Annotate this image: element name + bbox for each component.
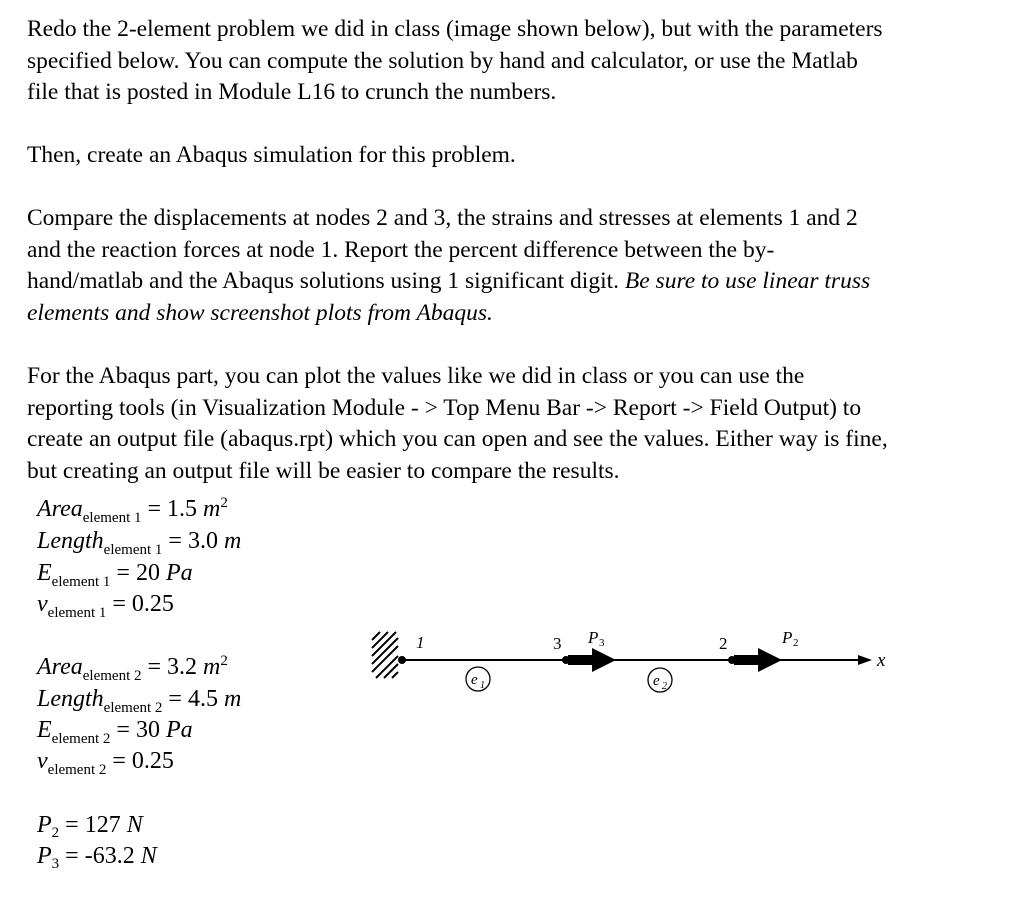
truss-diagram xyxy=(368,630,888,700)
text-line: but creating an output file will be easier to compare the results. xyxy=(27,457,620,484)
element-2-label xyxy=(648,668,672,692)
area-element-2: Area$_{element 2}$ = 3.2 $m^2$ xyxy=(37,653,228,684)
text-line: reporting tools (in Visualization Module - > Top Menu Bar -> Report -> Field Output) to xyxy=(27,394,862,421)
text-line: and the reaction forces at node 1. Report the percent difference between the by- xyxy=(27,236,775,263)
area-element-1: Area$_{element 1}$ = 1.5 $m^2$ xyxy=(37,495,228,526)
load-p3-arrow xyxy=(568,630,616,672)
text-emphasis-line: elements and show screenshot plots from Abaqus. xyxy=(27,299,493,326)
poisson-element-1: $v_{element 1} = 0.25$ xyxy=(37,591,174,621)
node-1-label: 1 xyxy=(416,633,425,652)
intro-paragraph xyxy=(27,14,883,109)
x-axis-label: x xyxy=(877,650,886,671)
text-line: file that is posted in Module L16 to crunch the numbers. xyxy=(27,79,557,105)
text-plain: hand/matlab and the Abaqus solutions using 1 significant digit. xyxy=(27,268,625,294)
compare-paragraph xyxy=(27,203,870,329)
load-p2: $P_2 = 127$ N xyxy=(37,812,143,841)
text-line xyxy=(27,266,870,298)
svg-text:3: 3 xyxy=(599,637,605,649)
poisson-element-2: $v_{element 2} = 0.25$ xyxy=(37,748,174,778)
svg-text:2: 2 xyxy=(662,681,667,692)
svg-text:P: P xyxy=(588,630,599,647)
svg-text:e: e xyxy=(653,673,660,689)
element-1-label xyxy=(466,667,490,691)
text-line: specified below. You can compute the solution by hand and calculator, or use the Matlab xyxy=(27,47,858,74)
reporting-paragraph xyxy=(27,361,888,487)
modulus-element-1: $E_{element 1} = 20$ Pa xyxy=(37,560,193,590)
load-p2-arrow xyxy=(734,630,799,672)
text-emphasis: Be sure to use linear truss xyxy=(624,268,871,294)
svg-text:2: 2 xyxy=(793,637,799,649)
text-line: create an output file (abaqus.rpt) which you can open and see the values. Either way is fine, xyxy=(27,426,888,452)
modulus-element-2: $E_{element 2} = 30$ Pa xyxy=(37,717,193,747)
text-line: Redo the 2-element problem we did in class (image shown below), but with the parameters xyxy=(27,16,883,42)
node-3-label: 3 xyxy=(553,634,562,653)
length-element-2: Length$_{element 2}$ = 4.5 m xyxy=(37,686,242,716)
length-element-1: Length$_{element 1}$ = 3.0 m xyxy=(37,528,242,558)
text-line: For the Abaqus part, you can plot the values like we did in class or you can use the xyxy=(27,363,805,389)
x-axis-arrowhead xyxy=(858,655,872,665)
svg-text:1: 1 xyxy=(480,680,485,691)
svg-text:P: P xyxy=(782,630,793,647)
load-p3: $P_3 = -63.2$ N xyxy=(37,843,157,872)
node-2-label: 2 xyxy=(719,634,728,653)
node-1-dot xyxy=(398,656,406,664)
svg-text:e: e xyxy=(471,672,478,688)
text-line: Compare the displacements at nodes 2 and 3, the strains and stresses at elements 1 and 2 xyxy=(27,205,858,231)
abaqus-instruction-paragraph xyxy=(27,140,516,172)
fixed-support xyxy=(372,632,398,678)
text-line: Then, create an Abaqus simulation for this problem. xyxy=(27,142,516,168)
